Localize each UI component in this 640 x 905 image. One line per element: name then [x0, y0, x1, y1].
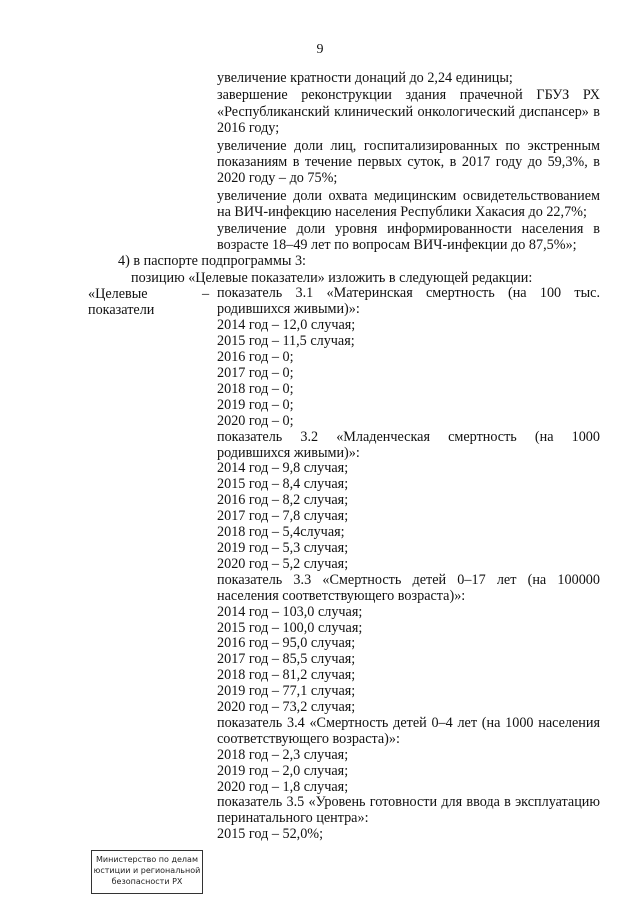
document-body: [0, 70, 640, 843]
indicator-year-value: 2020 год – 0;: [217, 412, 294, 429]
indicator-title: показатель 3.4 «Смертность детей 0–4 лет (на 1000 населения соответствующего возраста)»:: [217, 714, 600, 747]
intro-item: увеличение кратности донаций до 2,24 единицы;: [217, 70, 513, 86]
indicator-year-value: 2017 год – 7,8 случая;: [217, 508, 349, 525]
intro-list: [217, 70, 600, 253]
target-indicators-section: [0, 286, 640, 843]
indicator-year-value: 2014 год – 103,0 случая;: [217, 603, 363, 620]
indicator-year-value: 2015 год – 11,5 случая;: [217, 333, 355, 350]
intro-item: увеличение доли охвата медицинским освидетельствованием на ВИЧ-инфекцию населения Республики Хакасия до 22,7%;: [217, 187, 600, 221]
indicator-year-value: 2016 год – 8,2 случая;: [217, 492, 349, 509]
target-indicators-label: «Целевые показатели: [88, 286, 155, 319]
indicator-year-value: 2017 год – 85,5 случая;: [217, 651, 356, 668]
indicator-title: показатель 3.5 «Уровень готовности для ввода в эксплуатацию перинатального центра»:: [217, 794, 600, 827]
indicator-year-value: 2014 год – 12,0 случая;: [217, 317, 356, 334]
indicator-year-value: 2017 год – 0;: [217, 365, 294, 381]
indicator-year-value: 2019 год – 77,1 случая;: [217, 683, 356, 700]
indicator-year-value: 2014 год – 9,8 случая;: [217, 460, 349, 477]
stamp-line: Министерство по делам: [96, 855, 198, 864]
indicator-year-value: 2018 год – 0;: [217, 380, 294, 397]
position-line: позицию «Целевые показатели» изложить в следующей редакции:: [131, 269, 533, 286]
indicator-year-value: 2018 год – 2,3 случая;: [217, 746, 349, 763]
indicator-year-value: 2016 год – 0;: [217, 349, 294, 366]
indicator-year-value: 2018 год – 5,4случая;: [217, 524, 345, 541]
intro-item: завершение реконструкции здания прачечной ГБУЗ РХ «Республиканский клинический онкологический диспансер» в 2016 году;: [217, 87, 600, 137]
indicator-year-value: 2019 год – 5,3 случая;: [217, 539, 349, 556]
indicator-title: показатель 3.2 «Младенческая смертность (на 1000 родившихся живыми)»:: [217, 428, 600, 461]
intro-item: увеличение доли уровня информированности населения в возрасте 18–49 лет по вопросам ВИЧ-инфекции до 87,5%»;: [217, 220, 600, 254]
indicator-year-value: 2018 год – 81,2 случая;: [217, 667, 356, 684]
indicator-year-value: 2019 год – 0;: [217, 396, 294, 413]
indicator-list: [0, 286, 640, 843]
indicator-year-value: 2015 год – 8,4 случая;: [217, 476, 349, 493]
intro-item: увеличение доли лиц, госпитализированных по экстренным показаниям в течение первых суток, в 2017 году до 59,3%, в 2020 году – до 75%;: [217, 137, 600, 187]
indicator-title: показатель 3.1 «Материнская смертность (на 100 тыс. родившихся живыми)»:: [217, 285, 600, 318]
indicator-year-value: 2020 год – 73,2 случая;: [217, 699, 356, 716]
page-number: 9: [316, 42, 324, 57]
indicator-year-value: 2020 год – 1,8 случая;: [217, 778, 349, 795]
stamp-line: безопасности РХ: [111, 877, 183, 886]
indicator-year-value: 2015 год – 52,0%;: [217, 826, 324, 843]
indicator-year-value: 2020 год – 5,2 случая;: [217, 555, 349, 572]
stamp-line: юстиции и региональной: [93, 866, 201, 875]
indicator-year-value: 2016 год – 95,0 случая;: [217, 635, 356, 652]
registration-stamp: [91, 850, 203, 894]
indicator-year-value: 2019 год – 2,0 случая;: [217, 762, 349, 779]
subprogram-line: 4) в паспорте подпрограммы 3:: [118, 253, 306, 270]
indicator-title: показатель 3.3 «Смертность детей 0–17 лет (на 100000 населения соответствующего возраста)»:: [217, 571, 600, 604]
indicator-year-value: 2015 год – 100,0 случая;: [217, 619, 363, 636]
dash: –: [202, 286, 210, 303]
